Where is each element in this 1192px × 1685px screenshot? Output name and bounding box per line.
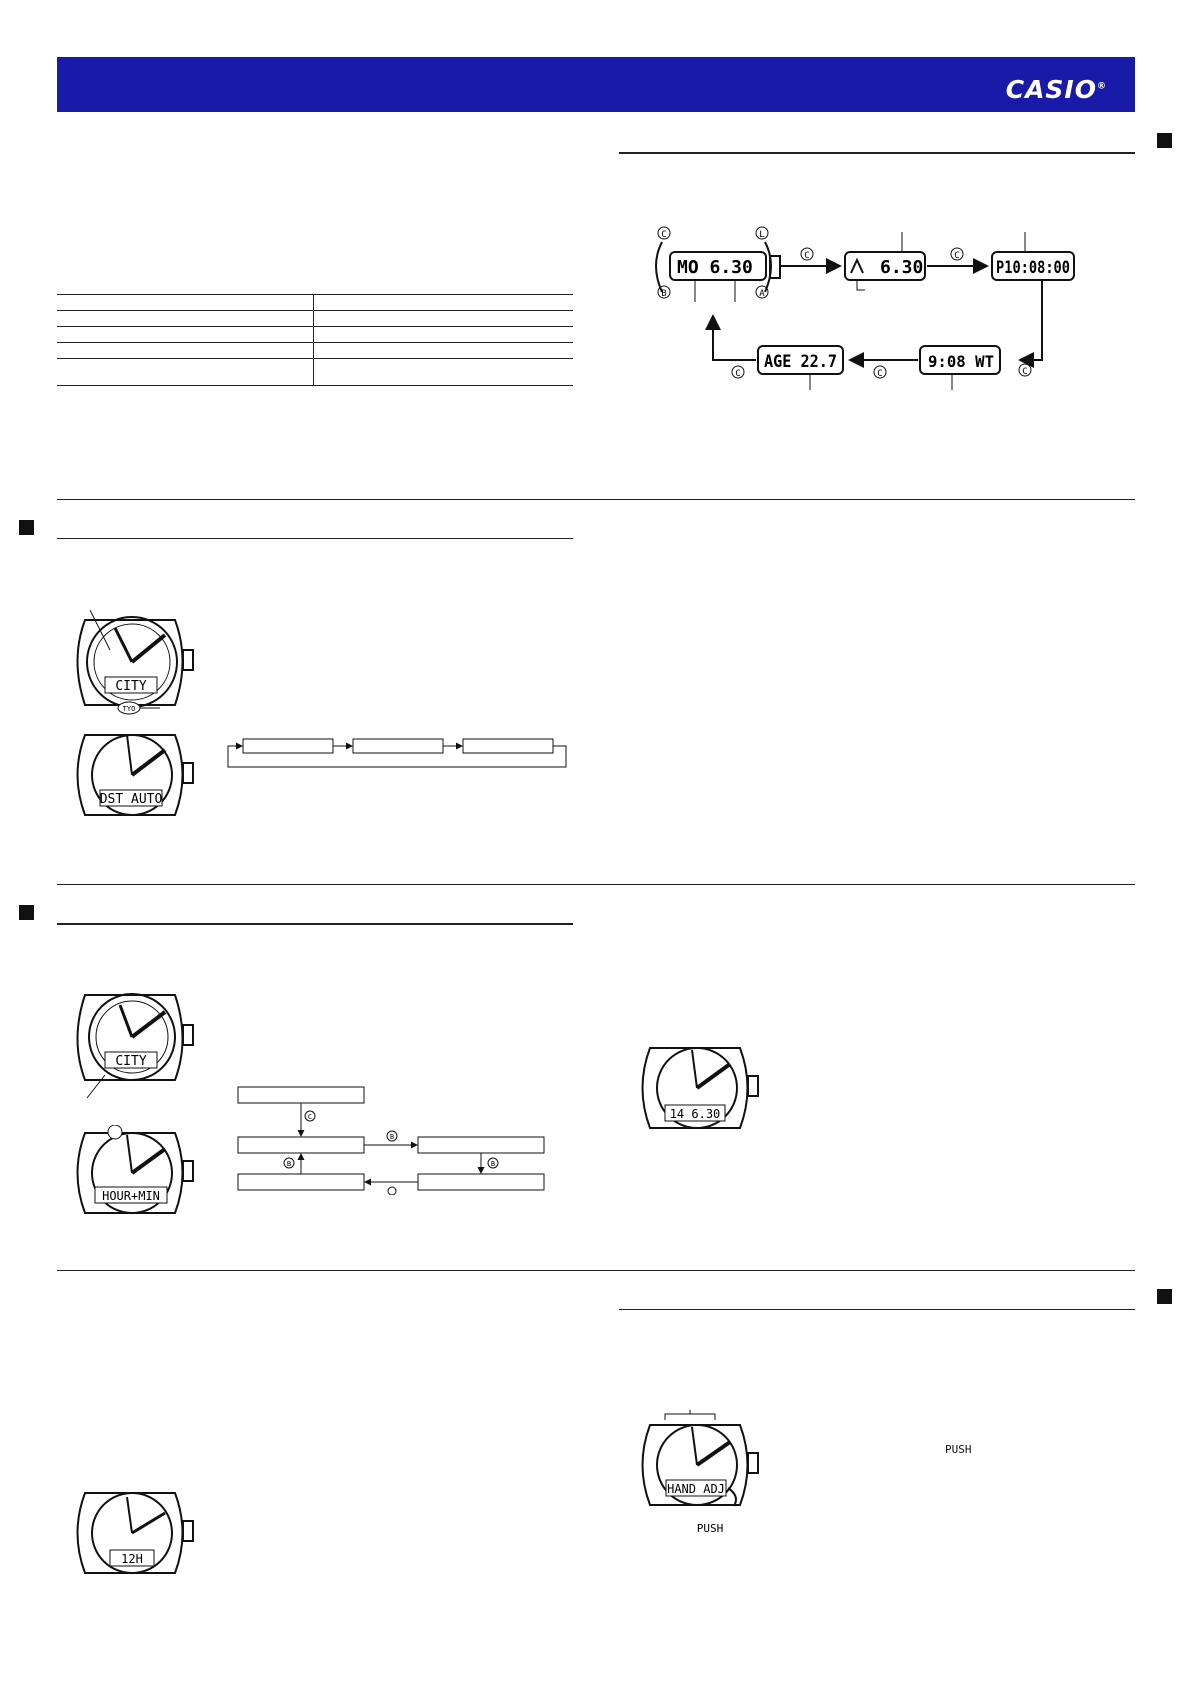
lcd-tide: [845, 232, 925, 290]
flow-arrow: [713, 316, 756, 360]
watch-dst-diagram: [65, 730, 200, 825]
lcd-hand-adj: HAND ADJ: [667, 1482, 725, 1496]
svg-text:6.30: 6.30: [880, 257, 924, 278]
page-divider: [57, 884, 1135, 885]
lcd-city: CITY: [115, 1054, 147, 1069]
lcd-date: [670, 252, 766, 302]
button-c-label: [874, 366, 886, 379]
table-cell: [57, 343, 314, 359]
flow-arrow: [1020, 280, 1042, 360]
section-marker: [19, 520, 34, 535]
table-cell: [314, 295, 574, 311]
button-c-label: [801, 248, 813, 261]
table-cell: [314, 359, 574, 386]
lcd-dst: DST AUTO: [99, 792, 163, 807]
table-cell: [314, 343, 574, 359]
section-rule: [57, 538, 573, 539]
svg-text:MO 6.30: MO 6.30: [677, 257, 753, 278]
section-rule: [57, 923, 573, 925]
city-code: TYO: [122, 705, 136, 713]
svg-text:L: L: [759, 230, 765, 240]
button-b-label: [658, 286, 670, 299]
spec-table: [57, 294, 573, 386]
watch-12h-diagram: [65, 1485, 200, 1585]
button-c-label: [1019, 364, 1031, 377]
button-c-label: [658, 227, 670, 240]
push-label-side: PUSH: [945, 1443, 972, 1456]
page-divider: [57, 1270, 1135, 1271]
section-marker: [1157, 1289, 1172, 1304]
svg-text:A: A: [759, 289, 765, 299]
header-bar: [57, 57, 1135, 112]
lcd-date: 14 6.30: [669, 1107, 721, 1121]
page-divider: [57, 499, 1135, 500]
svg-text:C: C: [735, 369, 741, 379]
lcd-12h: 12H: [121, 1552, 143, 1566]
button-a-label: [756, 286, 768, 299]
table-cell: [314, 327, 574, 343]
svg-text:AGE 22.7: AGE 22.7: [764, 352, 837, 372]
casio-logo: [1006, 75, 1107, 104]
lcd-time: [992, 232, 1074, 280]
table-cell: [314, 311, 574, 327]
section-marker: [1157, 133, 1172, 148]
mode-cycle-diagram: [640, 220, 1100, 395]
watch-date-diagram: [630, 1040, 765, 1140]
button-b-label: B: [389, 1133, 395, 1141]
lcd-hour-min: HOUR+MIN: [102, 1189, 160, 1203]
button-l-label: [756, 227, 768, 240]
push-label: PUSH: [696, 1522, 724, 1535]
section-marker: [19, 905, 34, 920]
svg-text:9:08 WT: 9:08 WT: [928, 352, 994, 371]
svg-text:B: B: [661, 289, 667, 299]
button-b-label: B: [490, 1160, 496, 1168]
svg-text:C: C: [877, 369, 883, 379]
button-c-label: [951, 248, 963, 261]
button-c-label: [732, 366, 744, 379]
table-cell: [57, 327, 314, 343]
svg-text:C: C: [1022, 367, 1028, 377]
watch-city-diagram: [65, 610, 200, 715]
section-rule: [619, 152, 1135, 154]
section-rule: [619, 1309, 1135, 1310]
logo-text: CASIO: [1005, 75, 1097, 104]
button-c-label: C: [307, 1113, 313, 1121]
lcd-moon-age: [758, 346, 843, 390]
button-b-label: B: [286, 1160, 292, 1168]
lcd-world-time: [920, 346, 1000, 390]
lcd-city: CITY: [115, 679, 147, 694]
watch-hour-min-diagram: [65, 1125, 200, 1225]
svg-text:C: C: [661, 230, 667, 240]
time-setting-flow-diagram: [235, 1085, 545, 1195]
svg-text:C: C: [804, 251, 810, 261]
svg-text:P10:08:00: P10:08:00: [996, 258, 1070, 278]
table-cell: [57, 311, 314, 327]
dst-flow-diagram: [225, 735, 570, 775]
svg-text:C: C: [954, 251, 960, 261]
watch-time-city-diagram: [65, 990, 200, 1100]
watch-hand-adj-diagram: [630, 1410, 765, 1540]
registered-mark: ®: [1097, 81, 1107, 92]
table-cell: [57, 295, 314, 311]
table-cell: [57, 359, 314, 386]
